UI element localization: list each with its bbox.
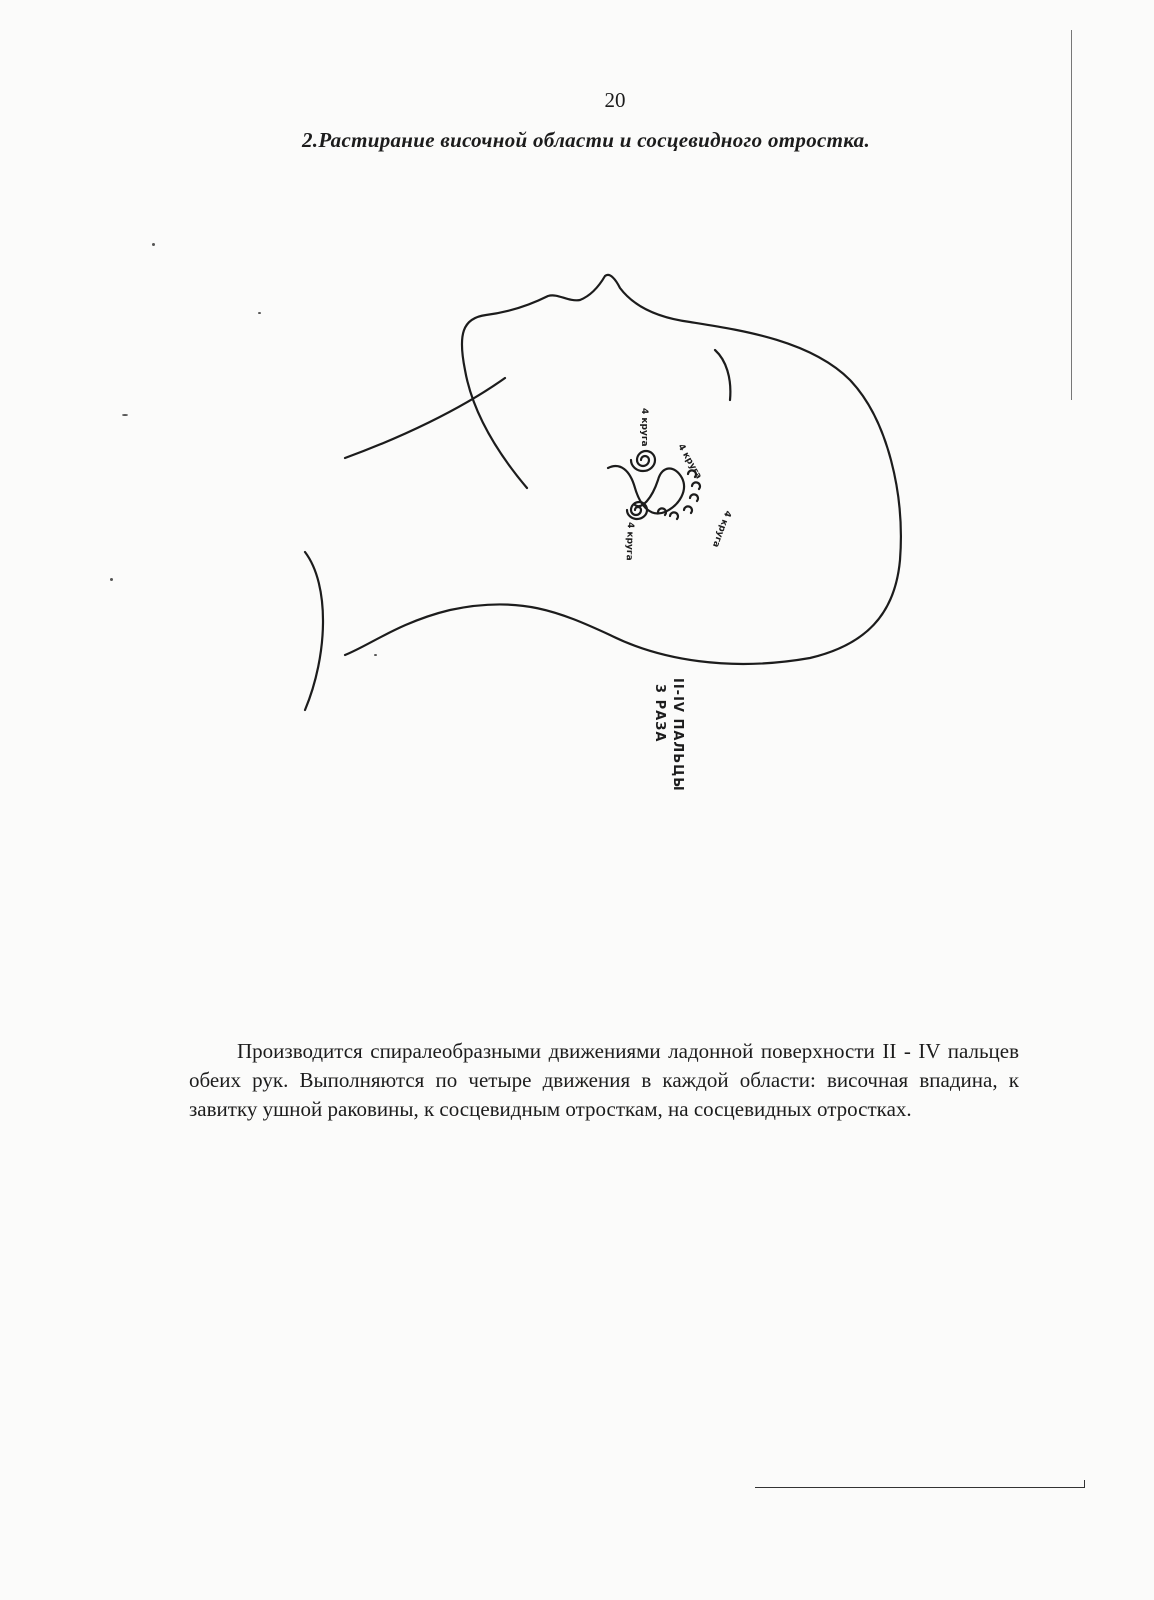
section-heading: 2.Растирание височной области и сосцевидного отростка. bbox=[302, 128, 871, 152]
scan-speck bbox=[110, 578, 113, 581]
lower-spiral-mark bbox=[627, 502, 647, 519]
head-outline-drawing bbox=[290, 260, 930, 820]
footer-rule-tick bbox=[1084, 1480, 1085, 1488]
scan-speck bbox=[258, 312, 261, 314]
upper-spiral-label: 4 круга bbox=[639, 408, 649, 447]
body-paragraph: Производится спиралеобразными движениями ладонной поверхности II - IV пальцев обеих рук. Выполняются по четыре движения в каждой области: височная впадина, к завитку ушной раковины, к сосцевидным отросткам, на сосцевидных отростках. bbox=[189, 1039, 1019, 1121]
right-loop-label: 4 круга bbox=[709, 508, 733, 549]
head-massage-illustration bbox=[290, 260, 930, 820]
fingers-label: II-IV ПАЛЬЦЫ bbox=[670, 678, 685, 792]
neck-front-line bbox=[305, 552, 323, 710]
repeats-label: 3 РАЗА bbox=[652, 684, 667, 743]
upper-loop-label: 4 круга bbox=[675, 442, 704, 481]
scan-speck bbox=[374, 654, 377, 656]
page-edge-line bbox=[1071, 30, 1072, 400]
page-number: 20 bbox=[604, 88, 626, 112]
eye-mark bbox=[715, 350, 730, 400]
upper-spiral-mark bbox=[631, 451, 655, 471]
footer-rule bbox=[755, 1487, 1085, 1488]
scan-speck bbox=[122, 414, 128, 416]
scan-speck bbox=[152, 243, 155, 246]
lower-spiral-label: 4 круга bbox=[623, 521, 635, 561]
